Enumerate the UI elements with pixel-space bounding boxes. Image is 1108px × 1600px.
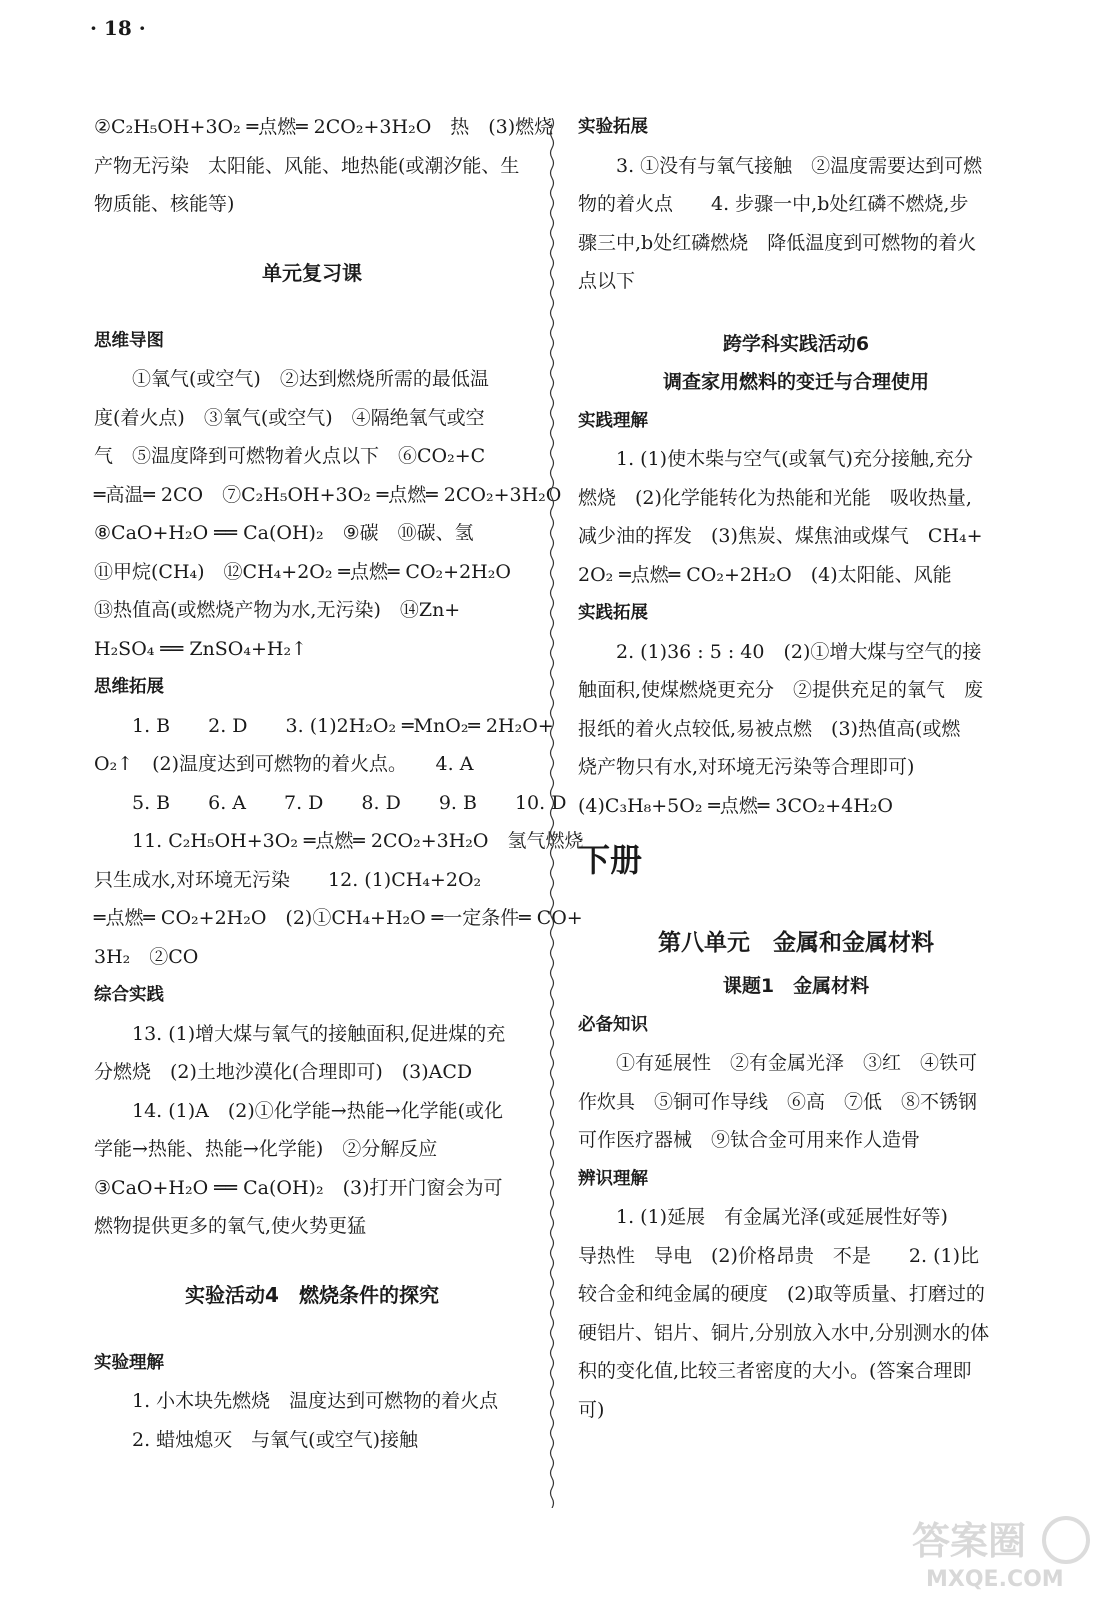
text-line: 物的着火点 4. 步骤一中,b处红磷不燃烧,步 [578, 193, 969, 215]
text-line: O₂↑ (2)温度达到可燃物的着火点。 4. A [94, 753, 474, 775]
spacer [94, 1320, 530, 1344]
text-line: ⑬热值高(或燃烧产物为水,无污染) ⑭Zn+ [94, 599, 461, 621]
text-line: 2O₂ ═点燃═ CO₂+2H₂O (4)太阳能、风能 [578, 563, 952, 586]
spacer [578, 895, 1014, 919]
text-line: ③CaO+H₂O ══ Ca(OH)₂ (3)打开门窗会为可 [94, 1176, 503, 1199]
text-line: 11. C₂H₅OH+3O₂ ═点燃═ 2CO₂+3H₂O 氢气燃烧 [132, 830, 584, 852]
spacer [94, 224, 530, 248]
spacer [94, 1246, 530, 1270]
text-line: 点以下 [578, 270, 636, 292]
text-line: 产物无污染 太阳能、风能、地热能(或潮汐能、生 [94, 154, 520, 177]
text-line: 导热性 导电 (2)价格昂贵 不是 2. (1)比 [578, 1244, 979, 1267]
text-line: 烧产物只有水,对环境无污染等合理即可) [578, 756, 915, 778]
text-line: 学能→热能、热能→化学能) ②分解反应 [94, 1138, 438, 1160]
section-heading: 辨识理解 [578, 1168, 648, 1189]
text-line: 气 ⑤温度降到可燃物着火点以下 ⑥CO₂+C [94, 445, 486, 467]
text-line: 可作医疗器械 ⑨钛合金可用来作人造骨 [578, 1129, 921, 1151]
text-line: 1. (1)使木柴与空气(或氧气)充分接触,充分 [616, 448, 973, 470]
text-line: 积的变化值,比较三者密度的大小。(答案合理即 [578, 1360, 972, 1382]
text-line: 较合金和纯金属的硬度 (2)取等质量、打磨过的 [578, 1283, 985, 1305]
section-heading: 实验拓展 [578, 117, 648, 137]
left-column [94, 108, 584, 1459]
text-line: 1. B 2. D 3. (1)2H₂O₂ ═MnO₂═ 2H₂O+ [132, 714, 554, 737]
section-subtitle: 课题1 金属材料 [722, 975, 870, 997]
text-line: 13. (1)增大煤与氧气的接触面积,促进煤的充 [132, 1022, 506, 1045]
text-line: 3H₂ ②CO [94, 945, 199, 968]
section-heading: 实践拓展 [578, 603, 648, 623]
unit-title: 第八单元 金属和金属材料 [658, 930, 934, 956]
section-heading: 必备知识 [578, 1014, 648, 1035]
text-line: 2. (1)36 : 5 : 40 (2)①增大煤与空气的接 [616, 640, 982, 663]
spacer [578, 301, 1014, 325]
watermark-logo [908, 1510, 1098, 1592]
text-line: 1. (1)延展 有金属光泽(或延展性好等) [616, 1206, 948, 1228]
text-line: ①有延展性 ②有金属光泽 ③红 ④铁可 [616, 1052, 978, 1074]
text-line: 燃物提供更多的氧气,使火势更猛 [94, 1215, 367, 1237]
text-line: 触面积,使煤燃烧更充分 ②提供充足的氧气 废 [578, 679, 984, 701]
section-heading: 综合实践 [94, 985, 164, 1005]
text-line: 5. B 6. A 7. D 8. D 9. B 10. D [132, 791, 567, 814]
text-line: 减少油的挥发 (3)焦炭、煤焦油或煤气 CH₄+ [578, 525, 983, 547]
column-divider [548, 118, 556, 1508]
text-line: ═高温═ 2CO ⑦C₂H₅OH+3O₂ ═点燃═ 2CO₂+3H₂O [94, 483, 562, 506]
text-line: 只生成水,对环境无污染 12. (1)CH₄+2O₂ [94, 868, 482, 891]
page-number: · 18 · [90, 16, 146, 40]
section-heading: 思维导图 [94, 330, 164, 351]
text-line: 报纸的着火点较低,易被点燃 (3)热值高(或燃 [578, 717, 961, 740]
section-title: 单元复习课 [262, 260, 362, 285]
text-line: ═点燃═ CO₂+2H₂O (2)①CH₄+H₂O ═一定条件═ CO+ [94, 907, 583, 929]
text-line: H₂SO₄ ══ ZnSO₄+H₂↑ [94, 637, 308, 660]
text-line: 可) [578, 1398, 605, 1421]
text-line: 骤三中,b处红磷燃烧 降低温度到可燃物的着火 [578, 231, 977, 254]
section-subtitle: 调查家用燃料的变迁与合理使用 [662, 371, 929, 393]
text-line: (4)C₃H₈+5O₂ ═点燃═ 3CO₂+4H₂O [578, 794, 894, 817]
text-line: ⑧CaO+H₂O ══ Ca(OH)₂ ⑨碳 ⑩碳、氢 [94, 522, 474, 544]
text-line: 分燃烧 (2)土地沙漠化(合理即可) (3)ACD [94, 1061, 473, 1083]
section-subtitle: 跨学科实践活动6 [722, 332, 870, 355]
section-heading: 思维拓展 [94, 677, 164, 697]
text-line: 物质能、核能等) [94, 193, 235, 215]
text-line: 燃烧 (2)化学能转化为热能和光能 吸收热量, [578, 486, 972, 509]
section-title: 实验活动4 燃烧条件的探究 [185, 1282, 439, 1307]
text-line: ⑪甲烷(CH₄) ⑫CH₄+2O₂ ═点燃═ CO₂+2H₂O [94, 560, 511, 583]
text-line: 2. 蜡烛熄灭 与氧气(或空气)接触 [132, 1428, 418, 1451]
watermark-top: 答案圈 [912, 1519, 1027, 1563]
text-line: 1. 小木块先燃烧 温度达到可燃物的着火点 [132, 1390, 499, 1412]
text-line: 作炊具 ⑤铜可作导线 ⑥高 ⑦低 ⑧不锈钢 [578, 1090, 978, 1113]
text-line: 3. ①没有与氧气接触 ②温度需要达到可燃 [616, 154, 983, 177]
text-line: 14. (1)A (2)①化学能→热能→化学能(或化 [132, 1099, 504, 1122]
section-heading: 实践理解 [578, 410, 648, 431]
watermark-bottom: MXQE.COM [926, 1567, 1064, 1592]
text-line: 硬铝片、铝片、铜片,分别放入水中,分别测水的体 [578, 1321, 990, 1344]
volume-heading: 下册 [578, 841, 643, 879]
text-line: 度(着火点) ③氧气(或空气) ④隔绝氧气或空 [94, 406, 485, 429]
spacer [94, 298, 530, 322]
text-line: ②C₂H₅OH+3O₂ ═点燃═ 2CO₂+3H₂O 热 (3)燃烧 [94, 116, 554, 138]
right-column [578, 108, 1014, 1429]
text-line: ①氧气(或空气) ②达到燃烧所需的最低温 [132, 368, 489, 390]
section-heading: 实验理解 [94, 1352, 164, 1373]
